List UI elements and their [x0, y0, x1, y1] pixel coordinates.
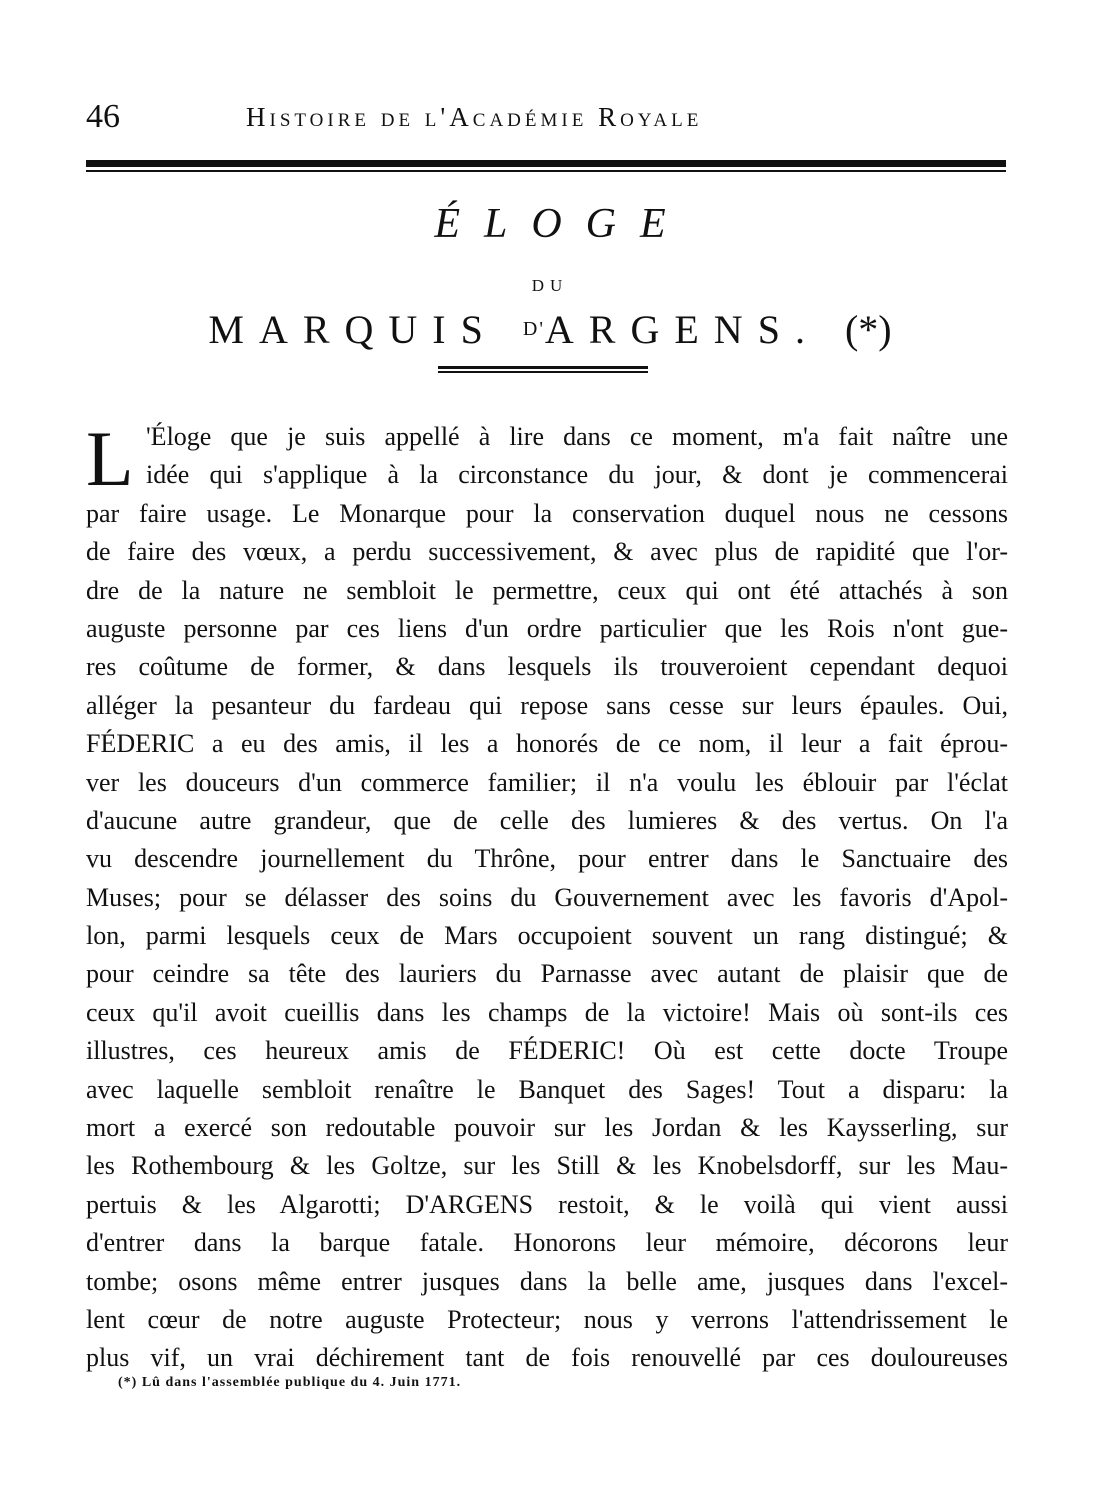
text-line: tombe; osons même entrer jusques dans la belle ame, jusques dans l'excel-: [86, 1266, 1008, 1296]
title-rule: [438, 366, 648, 374]
name-prefix: MARQUIS: [208, 307, 498, 352]
footnote: (*) Lû dans l'assemblée publique du 4. Juin 1771.: [118, 1375, 462, 1390]
text-line: les Rothembourg & les Goltze, sur les Still & les Knobelsdorff, sur les Mau-: [86, 1151, 1008, 1181]
page-number: 46: [86, 98, 120, 135]
text-line: avec laquelle sembloit renaître le Banquet des Sages! Tout a disparu: la: [86, 1074, 1008, 1104]
running-title: Histoire de l'Académie Royale: [246, 102, 703, 132]
text-line: 'Éloge que je suis appellé à lire dans ce moment, m'a fait naître une: [146, 422, 1008, 451]
text-line: ver les douceurs d'un commerce familier; il n'a voulu les éblouir par l'éclat: [86, 767, 1008, 797]
body-text: [86, 415, 1008, 1378]
page-header: [86, 98, 1006, 146]
text-line: FÉDERIC a eu des amis, il les a honorés de ce nom, il leur a fait éprou-: [86, 729, 1008, 759]
name-main: ARGENS.: [544, 307, 820, 352]
text-line: lon, parmi lesquels ceux de Mars occupoient souvent un rang distingué; &: [86, 921, 1008, 951]
text-line: d'entrer dans la barque fatale. Honorons leur mémoire, décorons leur: [86, 1228, 1008, 1258]
text-line: vu descendre journellement du Thrône, pour entrer dans le Sanctuaire des: [86, 844, 1008, 874]
subject-name: [0, 306, 1100, 353]
text-line: lent cœur de notre auguste Protecteur; nous y verrons l'attendrissement le: [86, 1304, 1008, 1334]
text-line: idée qui s'applique à la circonstance du jour, & dont je commencerai: [146, 460, 1008, 490]
text-line: pertuis & les Algarotti; D'ARGENS restoit, & le voilà qui vient aussi: [86, 1189, 1008, 1219]
text-line: illustres, ces heureux amis de FÉDERIC! Où est cette docte Troupe: [86, 1036, 1008, 1066]
text-line: pour ceindre sa tête des lauriers du Parnasse avec autant de plaisir que de: [86, 959, 1008, 989]
text-line: res coûtume de former, & dans lesquels ils trouveroient cependant dequoi: [86, 652, 1008, 682]
eloge-title: ÉLOGE: [434, 201, 690, 247]
text-line: auguste personne par ces liens d'un ordre particulier que les Rois n'ont gue-: [86, 613, 1008, 643]
text-line: Muses; pour se délasser des soins du Gouvernement avec les favoris d'Apol-: [86, 882, 1008, 912]
text-line: mort a exercé son redoutable pouvoir sur les Jordan & les Kaysserling, sur: [86, 1113, 1008, 1143]
text-line: ceux qu'il avoit cueillis dans les champs de la victoire! Mais où sont-ils ces: [86, 997, 1008, 1027]
header-rule: [86, 160, 1006, 174]
text-line: plus vif, un vrai déchirement tant de fois renouvellé par ces douloureuses: [86, 1343, 1008, 1373]
text-line: alléger la pesanteur du fardeau qui repose sans cesse sur leurs épaules. Oui,: [86, 690, 1008, 720]
drop-cap: L: [86, 415, 134, 502]
footnote-marker: (*): [844, 307, 892, 352]
title-du: DU: [531, 276, 569, 295]
text-line: de faire des vœux, a perdu successivement, & avec plus de rapidité que l'or-: [86, 537, 1008, 567]
name-particle: D': [522, 318, 545, 340]
text-line: dre de la nature ne sembloit le permettre, ceux qui ont été attachés à son: [86, 575, 1008, 605]
text-line: par faire usage. Le Monarque pour la conservation duquel nous ne cessons: [86, 498, 1008, 528]
text-line: d'aucune autre grandeur, que de celle des lumieres & des vertus. On l'a: [86, 805, 1008, 835]
